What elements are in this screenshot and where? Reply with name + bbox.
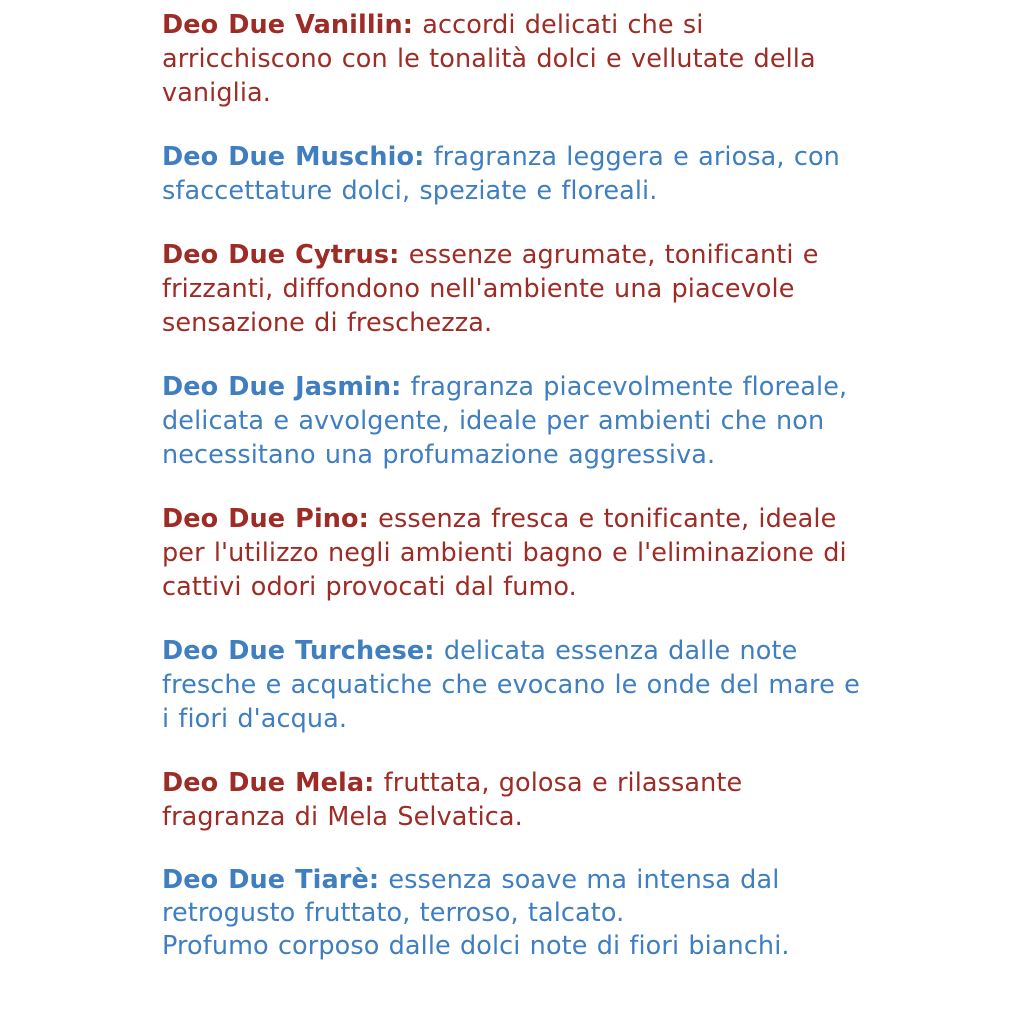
fragrance-description: essenze agrumate, tonificanti e frizzanti, diffondono nell'ambiente una piacevole sensazione di freschezza. [162,240,819,338]
fragrance-description: fragranza piacevolmente floreale, delicata e avvolgente, ideale per ambienti che non necessitano una profumazione aggressiva. [162,372,848,470]
fragrance-name: Deo Due Pino: [162,504,369,534]
fragrance-entry-cytrus [162,238,864,340]
fragrance-description: accordi delicati che si arricchiscono con le tonalità dolci e vellutate della vaniglia. [162,10,816,108]
fragrance-description-extra: Profumo corposo dalle dolci note di fiori bianchi. [162,931,790,961]
fragrance-name: Deo Due Vanillin: [162,10,414,40]
fragrance-entry-pino [162,502,864,604]
fragrance-description: essenza soave ma intensa dal retrogusto fruttato, terroso, talcato. [162,865,780,928]
fragrance-description: essenza fresca e tonificante, ideale per l'utilizzo negli ambienti bagno e l'eliminazione di cattivi odori provocati dal fumo. [162,504,847,602]
fragrance-name: Deo Due Cytrus: [162,240,400,270]
fragrance-entry-muschio [162,140,864,208]
fragrance-entry-vanillin [162,8,864,110]
fragrance-entry-mela [162,766,864,834]
fragrance-name: Deo Due Turchese: [162,636,435,666]
fragrance-name: Deo Due Mela: [162,768,375,798]
fragrance-entry-turchese [162,634,864,736]
fragrance-description: fruttata, golosa e rilassante fragranza di Mela Selvatica. [162,768,743,832]
fragrance-entry-tiare [162,864,864,963]
fragrance-name: Deo Due Tiarè: [162,865,380,895]
fragrance-entry-jasmin [162,370,864,472]
fragrance-name: Deo Due Jasmin: [162,372,402,402]
fragrance-description: delicata essenza dalle note fresche e acquatiche che evocano le onde del mare e i fiori d'acqua. [162,636,860,734]
fragrance-name: Deo Due Muschio: [162,142,425,172]
fragrance-description: fragranza leggera e ariosa, con sfaccettature dolci, speziate e floreali. [162,142,840,206]
